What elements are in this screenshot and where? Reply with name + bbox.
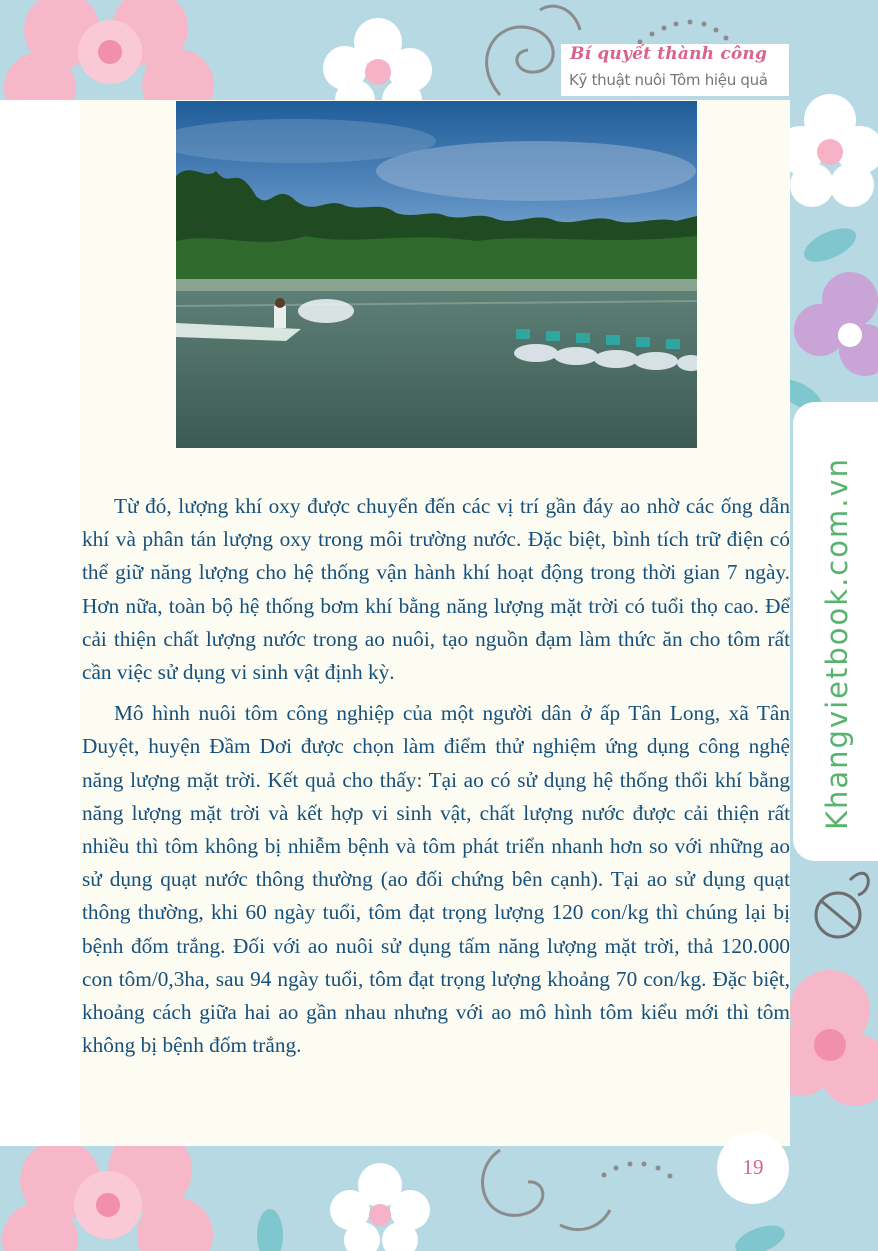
dotted-line-icon bbox=[638, 20, 729, 45]
white-flower-icon bbox=[776, 94, 878, 207]
white-flower-icon bbox=[330, 1163, 430, 1251]
paragraph: Mô hình nuôi tôm công nghiệp của một người dân ở ấp Tân Long, xã Tân Duyệt, huyện Đầm Dơi được chọn làm điểm thử nghiệm ứng dụng công nghệ năng lượng mặt trời. Kết quả cho thấy: Tại ao có sử dụng hệ thống thổi khí bằng năng lượng mặt trời và kết hợp vi sinh vật, chất lượng nước được cải thiện rất nhiều thì tôm không bị nhiễm bệnh và tôm phát triển nhanh hơn so với những ao sử dụng quạt nước thông thường (ao đối chứng bên cạnh). Tại ao sử dụng quạt thông thường, khi 60 ngày tuổi, tôm đạt trọng lượng 120 con/kg thì chúng lại bị bệnh đốm trắng. Đối với ao nuôi sử dụng tấm năng lượng mặt trời, thả 120.000 con tôm/0,3ha, sau 94 ngày tuổi, tôm đạt trọng lượng khoảng 70 con/kg. Đặc biệt, khoảng cách giữa hai ao gần nhau nhưng với ao mô hình tôm kiểu mới thì tôm không bị bệnh đốm trắng. bbox=[82, 701, 790, 1058]
paragraph: Từ đó, lượng khí oxy được chuyển đến các vị trí gần đáy ao nhờ các ống dẫn khí và phân tán lượng oxy trong môi trường nước. Đặc biệt, bình tích trữ điện có thể giữ năng lượng cho hệ thống vận hành khí hoạt động trong thời gian 7 ngày. Hơn nữa, toàn bộ hệ thống bơm khí bằng năng lượng mặt trời có tuổi thọ cao. Để cải thiện chất lượng nước trong ao nuôi, tạo nguồn đạm làm thức ăn cho tôm rất cần việc sử dụng vi sinh vật định kỳ. bbox=[82, 494, 790, 685]
dotted-line-icon bbox=[602, 1162, 673, 1179]
book-title: Kỹ thuật nuôi Tôm hiệu quả bbox=[569, 71, 768, 89]
series-title: Bí quyết thành công bbox=[570, 44, 768, 64]
body-text bbox=[82, 490, 790, 1070]
lilac-flower-icon bbox=[794, 272, 878, 376]
page-number: 19 bbox=[742, 1155, 764, 1179]
doodle-icon bbox=[816, 873, 868, 937]
website-label[interactable]: Khangvietbook.com.vn bbox=[820, 457, 854, 830]
pink-flower-icon bbox=[2, 1128, 213, 1251]
shrimp-pond-photo bbox=[176, 101, 697, 448]
swirl-icon bbox=[483, 1150, 610, 1230]
